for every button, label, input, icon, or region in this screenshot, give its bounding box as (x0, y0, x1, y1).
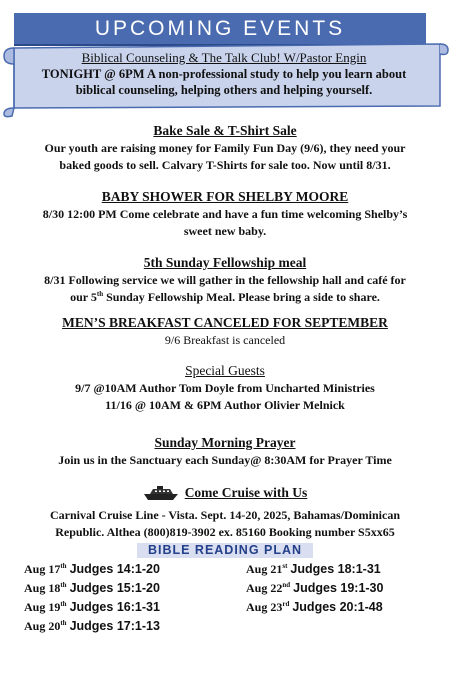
event-line: 9/7 @10AM Author Tom Doyle from Uncharted Ministries (75, 381, 375, 395)
reading-list-right (246, 560, 383, 617)
reading-ref: Judges 15:1-20 (69, 581, 160, 595)
reading-ref: Judges 19:1-30 (293, 581, 384, 595)
ordinal-suffix: th (60, 562, 67, 570)
reading-item (246, 598, 383, 617)
reading-item (24, 617, 160, 636)
event-title: MEN’S BREAKFAST CANCELED FOR SEPTEMBER (62, 315, 388, 330)
reading-item (24, 560, 160, 579)
reading-ref: Judges 16:1-31 (69, 600, 160, 614)
banner-line-1: TONIGHT @ 6PM A non-professional study to help you learn about (41, 67, 407, 81)
reading-ref: Judges 14:1-20 (69, 562, 160, 576)
reading-item (24, 598, 160, 617)
reading-ref: Judges 17:1-13 (69, 619, 160, 633)
event-line: baked goods to sell. Calvary T-Shirts for sale too. Now until 8/31. (59, 158, 391, 172)
reading-day: Aug 23 (246, 600, 283, 614)
reading-ref: Judges 18:1-31 (290, 562, 381, 576)
text-part: our 5 (70, 290, 97, 304)
event-line: 8/31 Following service we will gather in the fellowship hall and café for (44, 273, 406, 287)
reading-day: Aug 20 (24, 619, 61, 633)
banner-line-2: biblical counseling, helping others and helping yourself. (75, 83, 373, 97)
event-line: sweet new baby. (183, 224, 267, 238)
event-line: 8/30 12:00 PM Come celebrate and have a fun time welcoming Shelby’s (42, 207, 408, 221)
event-special-guests (0, 362, 450, 413)
event-morning-prayer (0, 434, 450, 468)
reading-item (24, 579, 160, 598)
reading-day: Aug 17 (24, 562, 61, 576)
banner-text (22, 50, 426, 98)
event-bake-sale (0, 122, 450, 173)
ordinal-suffix: rd (282, 600, 290, 608)
reading-day: Aug 18 (24, 581, 61, 595)
ordinal-suffix: st (282, 562, 288, 570)
banner-title: Biblical Counseling & The Talk Club! W/Pastor Engin (81, 50, 367, 65)
reading-day: Aug 19 (24, 600, 61, 614)
reading-day: Aug 21 (246, 562, 283, 576)
event-line: 9/6 Breakfast is canceled (164, 333, 286, 347)
event-title: Special Guests (185, 363, 265, 378)
reading-plan-title: BIBLE READING PLAN (137, 543, 313, 558)
event-title: Sunday Morning Prayer (154, 435, 296, 450)
cruise-heading (143, 484, 308, 501)
ordinal-suffix: th (96, 290, 104, 298)
event-cruise (0, 484, 450, 540)
event-line: 11/16 @ 10AM & 6PM Author Olivier Melnick (105, 398, 345, 412)
event-line: Join us in the Sanctuary each Sunday@ 8:30AM for Prayer Time (58, 453, 392, 467)
event-title: Come Cruise with Us (184, 485, 308, 500)
reading-day: Aug 22 (246, 581, 283, 595)
text-part: Sunday Fellowship Meal. Please bring a side to share. (103, 290, 380, 304)
event-baby-shower (0, 188, 450, 239)
reading-ref: Judges 20:1-48 (292, 600, 383, 614)
reading-list-left (24, 560, 160, 636)
ordinal-suffix: nd (282, 581, 291, 589)
reading-item (246, 579, 383, 598)
event-title: 5th Sunday Fellowship meal (143, 255, 307, 270)
event-title: BABY SHOWER FOR SHELBY MOORE (101, 189, 349, 204)
reading-item (246, 560, 383, 579)
banner-scroll (0, 42, 450, 118)
event-mens-breakfast (0, 314, 450, 348)
event-title: Bake Sale & T-Shirt Sale (153, 123, 297, 138)
event-line: Our youth are raising money for Family Fun Day (9/6), they need your (44, 141, 406, 155)
event-line (0, 289, 450, 305)
event-fellowship-meal (0, 254, 450, 305)
ordinal-suffix: th (60, 619, 67, 627)
event-line: Republic. Althea (800)819-3902 ex. 85160 Booking number S5xx65 (55, 524, 395, 539)
cruise-ship-icon (143, 485, 179, 501)
ordinal-suffix: th (60, 600, 67, 608)
ordinal-suffix: th (60, 581, 67, 589)
upcoming-events-header: UPCOMING EVENTS (14, 13, 426, 46)
event-line: Carnival Cruise Line - Vista. Sept. 14-20, 2025, Bahamas/Dominican (49, 507, 400, 522)
